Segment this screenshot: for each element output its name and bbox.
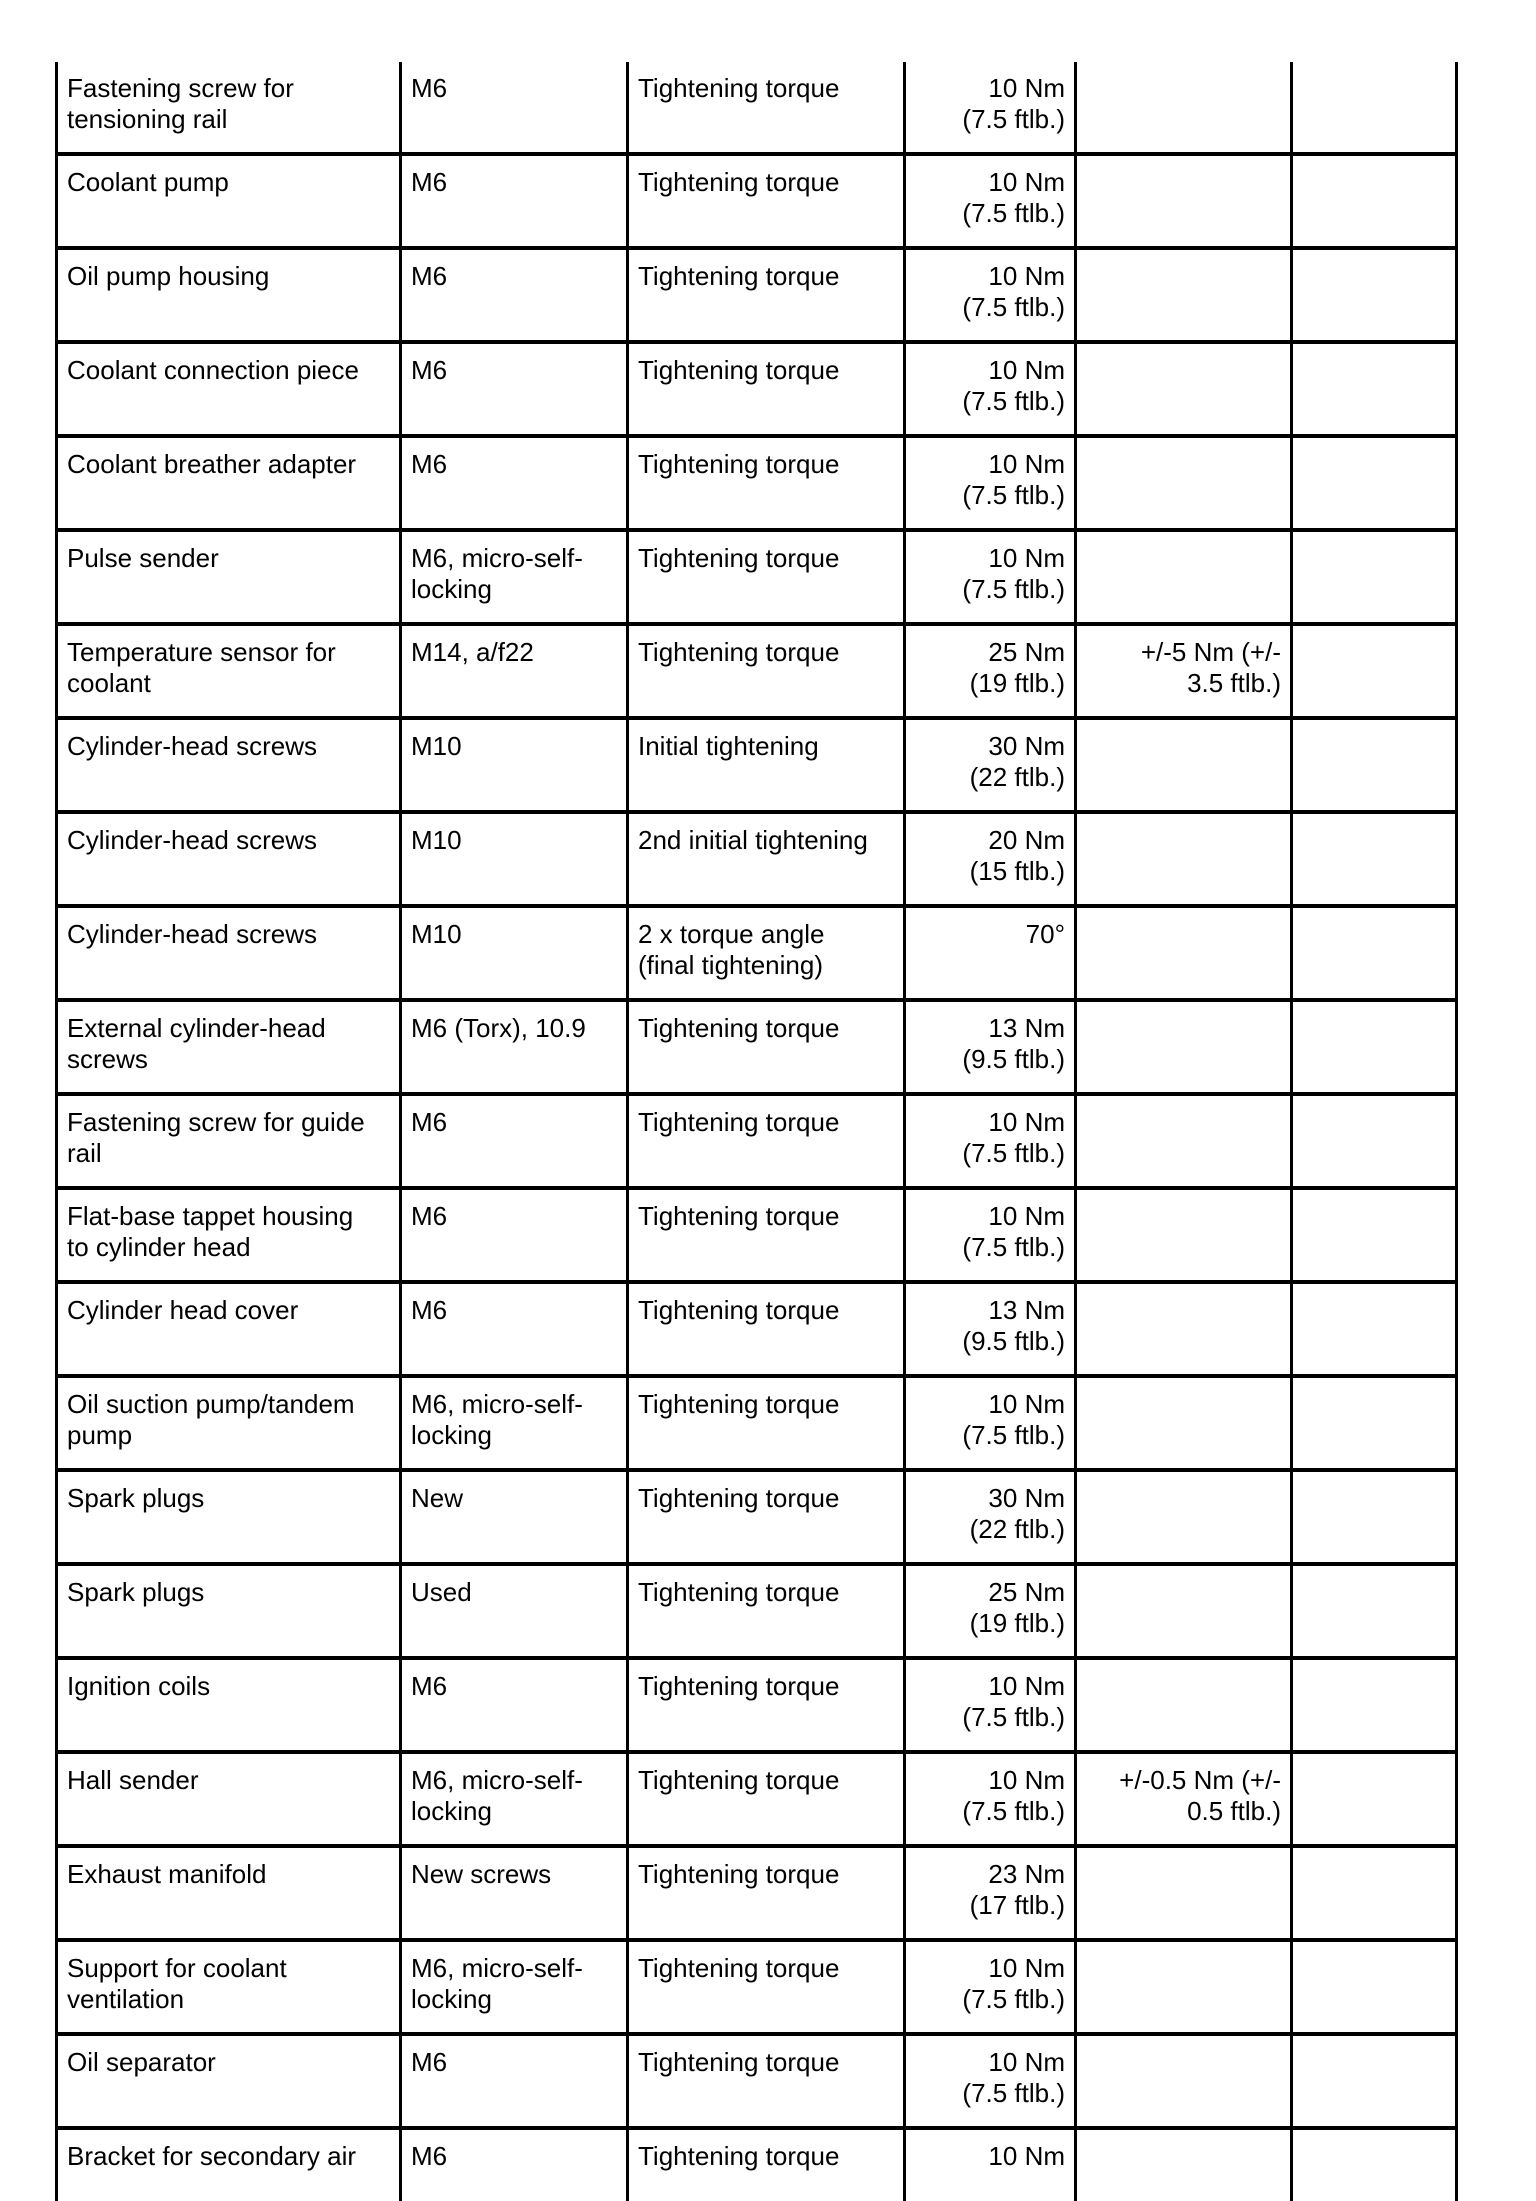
table-row <box>57 1846 1457 1940</box>
thread-spec-cell: M10 <box>401 906 628 1000</box>
notes-cell <box>1292 530 1457 624</box>
part-name-cell: Spark plugs <box>57 1470 401 1564</box>
tolerance-cell <box>1076 1282 1292 1376</box>
torque-value-cell: 23 Nm (17 ftlb.) <box>905 1846 1076 1940</box>
notes-cell <box>1292 436 1457 530</box>
tightening-method-cell: Tightening torque <box>628 2034 905 2128</box>
table-row <box>57 1470 1457 1564</box>
notes-cell <box>1292 1470 1457 1564</box>
part-name-cell: Oil pump housing <box>57 248 401 342</box>
thread-spec-cell: M6, micro-self- locking <box>401 1940 628 2034</box>
thread-spec-cell: New <box>401 1470 628 1564</box>
tolerance-cell <box>1076 2034 1292 2128</box>
notes-cell <box>1292 906 1457 1000</box>
table-row <box>57 62 1457 154</box>
tolerance-cell <box>1076 1376 1292 1470</box>
table-row <box>57 2128 1457 2201</box>
tightening-method-cell: 2 x torque angle (final tightening) <box>628 906 905 1000</box>
torque-value-cell: 70° <box>905 906 1076 1000</box>
tightening-method-cell: Tightening torque <box>628 1752 905 1846</box>
notes-cell <box>1292 812 1457 906</box>
tightening-method-cell: Tightening torque <box>628 624 905 718</box>
table-row <box>57 530 1457 624</box>
notes-cell <box>1292 1188 1457 1282</box>
thread-spec-cell: M6 <box>401 342 628 436</box>
thread-spec-cell: M6 (Torx), 10.9 <box>401 1000 628 1094</box>
notes-cell <box>1292 342 1457 436</box>
tolerance-cell <box>1076 1846 1292 1940</box>
tightening-method-cell: Tightening torque <box>628 1094 905 1188</box>
thread-spec-cell: M6 <box>401 436 628 530</box>
table-row <box>57 906 1457 1000</box>
part-name-cell: Ignition coils <box>57 1658 401 1752</box>
thread-spec-cell: Used <box>401 1564 628 1658</box>
thread-spec-cell: M6, micro-self- locking <box>401 1376 628 1470</box>
part-name-cell: Hall sender <box>57 1752 401 1846</box>
tightening-method-cell: Tightening torque <box>628 1376 905 1470</box>
torque-value-cell: 30 Nm (22 ftlb.) <box>905 718 1076 812</box>
torque-value-cell: 10 Nm (7.5 ftlb.) <box>905 62 1076 154</box>
thread-spec-cell: M6 <box>401 248 628 342</box>
thread-spec-cell: M10 <box>401 812 628 906</box>
tolerance-cell: +/-0.5 Nm (+/- 0.5 ftlb.) <box>1076 1752 1292 1846</box>
table-row <box>57 154 1457 248</box>
torque-value-cell: 10 Nm (7.5 ftlb.) <box>905 1376 1076 1470</box>
tolerance-cell <box>1076 1188 1292 1282</box>
tolerance-cell <box>1076 1658 1292 1752</box>
tolerance-cell <box>1076 1940 1292 2034</box>
notes-cell <box>1292 1846 1457 1940</box>
tightening-method-cell: Tightening torque <box>628 1940 905 2034</box>
notes-cell <box>1292 1000 1457 1094</box>
notes-cell <box>1292 1564 1457 1658</box>
tightening-method-cell: Tightening torque <box>628 1000 905 1094</box>
thread-spec-cell: M6 <box>401 1658 628 1752</box>
thread-spec-cell: M6 <box>401 2034 628 2128</box>
table-row <box>57 1000 1457 1094</box>
part-name-cell: Oil separator <box>57 2034 401 2128</box>
part-name-cell: Temperature sensor for coolant <box>57 624 401 718</box>
tightening-method-cell: Initial tightening <box>628 718 905 812</box>
tightening-method-cell: Tightening torque <box>628 1658 905 1752</box>
part-name-cell: Cylinder head cover <box>57 1282 401 1376</box>
table-row <box>57 248 1457 342</box>
notes-cell <box>1292 1094 1457 1188</box>
tolerance-cell <box>1076 1470 1292 1564</box>
table-row <box>57 812 1457 906</box>
part-name-cell: Coolant connection piece <box>57 342 401 436</box>
tolerance-cell <box>1076 1094 1292 1188</box>
table-row <box>57 1940 1457 2034</box>
notes-cell <box>1292 1376 1457 1470</box>
torque-value-cell: 10 Nm (7.5 ftlb.) <box>905 2034 1076 2128</box>
torque-value-cell: 10 Nm (7.5 ftlb.) <box>905 1658 1076 1752</box>
thread-spec-cell: New screws <box>401 1846 628 1940</box>
thread-spec-cell: M6 <box>401 1188 628 1282</box>
notes-cell <box>1292 624 1457 718</box>
table-row <box>57 718 1457 812</box>
tolerance-cell <box>1076 248 1292 342</box>
torque-value-cell: 10 Nm <box>905 2128 1076 2201</box>
notes-cell <box>1292 62 1457 154</box>
notes-cell <box>1292 718 1457 812</box>
part-name-cell: Coolant pump <box>57 154 401 248</box>
thread-spec-cell: M6 <box>401 2128 628 2201</box>
tightening-method-cell: Tightening torque <box>628 436 905 530</box>
tolerance-cell <box>1076 718 1292 812</box>
notes-cell <box>1292 1940 1457 2034</box>
torque-value-cell: 10 Nm (7.5 ftlb.) <box>905 342 1076 436</box>
part-name-cell: Cylinder-head screws <box>57 718 401 812</box>
part-name-cell: Fastening screw for tensioning rail <box>57 62 401 154</box>
part-name-cell: Flat-base tappet housing to cylinder head <box>57 1188 401 1282</box>
torque-value-cell: 10 Nm (7.5 ftlb.) <box>905 1940 1076 2034</box>
thread-spec-cell: M14, a/f22 <box>401 624 628 718</box>
torque-value-cell: 10 Nm (7.5 ftlb.) <box>905 530 1076 624</box>
notes-cell <box>1292 248 1457 342</box>
tolerance-cell <box>1076 62 1292 154</box>
part-name-cell: External cylinder-head screws <box>57 1000 401 1094</box>
table-body <box>57 62 1457 2201</box>
table-row <box>57 1188 1457 1282</box>
torque-value-cell: 10 Nm (7.5 ftlb.) <box>905 248 1076 342</box>
part-name-cell: Coolant breather adapter <box>57 436 401 530</box>
tightening-method-cell: Tightening torque <box>628 2128 905 2201</box>
tolerance-cell <box>1076 1564 1292 1658</box>
tolerance-cell <box>1076 812 1292 906</box>
tightening-method-cell: Tightening torque <box>628 1846 905 1940</box>
torque-value-cell: 13 Nm (9.5 ftlb.) <box>905 1282 1076 1376</box>
torque-value-cell: 10 Nm (7.5 ftlb.) <box>905 436 1076 530</box>
tolerance-cell <box>1076 154 1292 248</box>
part-name-cell: Oil suction pump/tandem pump <box>57 1376 401 1470</box>
notes-cell <box>1292 154 1457 248</box>
table-row <box>57 1282 1457 1376</box>
thread-spec-cell: M10 <box>401 718 628 812</box>
part-name-cell: Support for coolant ventilation <box>57 1940 401 2034</box>
tightening-method-cell: Tightening torque <box>628 530 905 624</box>
tolerance-cell <box>1076 2128 1292 2201</box>
tolerance-cell <box>1076 436 1292 530</box>
table-row <box>57 1376 1457 1470</box>
part-name-cell: Cylinder-head screws <box>57 812 401 906</box>
table-row <box>57 1752 1457 1846</box>
table-row <box>57 1658 1457 1752</box>
notes-cell <box>1292 2034 1457 2128</box>
part-name-cell: Cylinder-head screws <box>57 906 401 1000</box>
thread-spec-cell: M6 <box>401 62 628 154</box>
tightening-method-cell: Tightening torque <box>628 1470 905 1564</box>
notes-cell <box>1292 2128 1457 2201</box>
torque-value-cell: 10 Nm (7.5 ftlb.) <box>905 1752 1076 1846</box>
notes-cell <box>1292 1658 1457 1752</box>
tolerance-cell <box>1076 906 1292 1000</box>
thread-spec-cell: M6 <box>401 1094 628 1188</box>
part-name-cell: Spark plugs <box>57 1564 401 1658</box>
notes-cell <box>1292 1282 1457 1376</box>
tolerance-cell <box>1076 530 1292 624</box>
tightening-method-cell: Tightening torque <box>628 154 905 248</box>
table-row <box>57 342 1457 436</box>
part-name-cell: Fastening screw for guide rail <box>57 1094 401 1188</box>
torque-value-cell: 10 Nm (7.5 ftlb.) <box>905 1188 1076 1282</box>
thread-spec-cell: M6 <box>401 1282 628 1376</box>
torque-value-cell: 30 Nm (22 ftlb.) <box>905 1470 1076 1564</box>
thread-spec-cell: M6 <box>401 154 628 248</box>
thread-spec-cell: M6, micro-self- locking <box>401 530 628 624</box>
table-row <box>57 1564 1457 1658</box>
table-row <box>57 2034 1457 2128</box>
tightening-method-cell: Tightening torque <box>628 342 905 436</box>
table-row <box>57 624 1457 718</box>
tightening-method-cell: Tightening torque <box>628 1188 905 1282</box>
torque-value-cell: 20 Nm (15 ftlb.) <box>905 812 1076 906</box>
torque-value-cell: 10 Nm (7.5 ftlb.) <box>905 1094 1076 1188</box>
torque-value-cell: 25 Nm (19 ftlb.) <box>905 624 1076 718</box>
tightening-method-cell: Tightening torque <box>628 248 905 342</box>
tolerance-cell <box>1076 1000 1292 1094</box>
torque-value-cell: 13 Nm (9.5 ftlb.) <box>905 1000 1076 1094</box>
tightening-method-cell: 2nd initial tightening <box>628 812 905 906</box>
tolerance-cell <box>1076 342 1292 436</box>
thread-spec-cell: M6, micro-self- locking <box>401 1752 628 1846</box>
part-name-cell: Bracket for secondary air <box>57 2128 401 2201</box>
torque-spec-table <box>55 62 1458 2201</box>
part-name-cell: Pulse sender <box>57 530 401 624</box>
torque-value-cell: 25 Nm (19 ftlb.) <box>905 1564 1076 1658</box>
part-name-cell: Exhaust manifold <box>57 1846 401 1940</box>
tightening-method-cell: Tightening torque <box>628 1282 905 1376</box>
tightening-method-cell: Tightening torque <box>628 62 905 154</box>
table-row <box>57 1094 1457 1188</box>
table-row <box>57 436 1457 530</box>
tolerance-cell: +/-5 Nm (+/- 3.5 ftlb.) <box>1076 624 1292 718</box>
tightening-method-cell: Tightening torque <box>628 1564 905 1658</box>
torque-value-cell: 10 Nm (7.5 ftlb.) <box>905 154 1076 248</box>
notes-cell <box>1292 1752 1457 1846</box>
